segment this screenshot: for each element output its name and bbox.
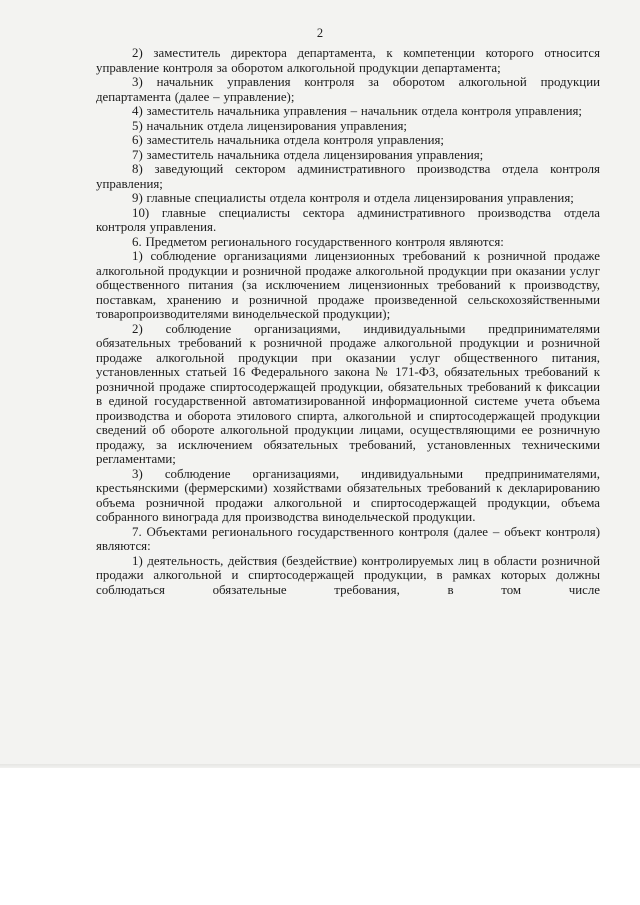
paragraph-subject-item-3: 3) соблюдение организациями, индивидуальными предпринимателями, крестьянскими (фермерскими) хозяйствами обязательных требований к декларированию объема розничной продажи алкогольной и спиртосодержащей продукции, объема собранного винограда для производства винодельческой продукции. xyxy=(96,466,600,524)
paragraph-subject-item-1: 1) соблюдение организациями лицензионных требований к розничной продаже алкогольной продукции и розничной продаже алкогольной продукции при оказании услуг общественного питания (за исключением лицензионных требований к производству, поставкам, хранению и розничной продаже произведенной сельскохозяйственными товаропроизводителями винодельческой продукции); xyxy=(96,249,600,321)
paragraph-deputy-director: 2) заместитель директора департамента, к компетенции которого относится управление контроля за оборотом алкогольной продукции департамента; xyxy=(96,46,600,75)
paragraph-admin-sector-head: 8) заведующий сектором административного производства отдела контроля управления; xyxy=(96,162,600,191)
paragraph-head-licensing: 5) начальник отдела лицензирования управления; xyxy=(132,118,407,133)
paragraph-subject-of-control: 6. Предметом регионального государственного контроля являются: xyxy=(132,234,504,249)
scan-bottom-edge xyxy=(0,764,640,768)
paragraph-deputy-head-control-dept: 6) заместитель начальника отдела контроля управления; xyxy=(132,133,444,147)
paragraph-chief-specialists-control: 9) главные специалисты отдела контроля и отдела лицензирования управления; xyxy=(132,191,574,205)
document-body xyxy=(96,46,600,597)
page-number: 2 xyxy=(316,26,324,40)
paragraph-deputy-head-control: 4) заместитель начальника управления – начальник отдела контроля управления; xyxy=(132,104,583,118)
paragraph-head-of-department: 3) начальник управления контроля за оборотом алкогольной продукции департамента (далее – управление); xyxy=(96,75,600,104)
paragraph-chief-specialists-admin: 10) главные специалисты сектора административного производства отдела контроля управления. xyxy=(96,205,600,234)
paragraph-objects-of-control: 7. Объектами регионального государственного контроля (далее – объект контроля) являются: xyxy=(96,524,600,553)
paragraph-object-item-1: 1) деятельность, действия (бездействие) контролируемых лиц в области розничной продажи алкогольной и спиртосодержащей продукции, в рамках которых должны соблюдаться обязательные требования, в том числе xyxy=(96,553,600,597)
paragraph-subject-item-2: 2) соблюдение организациями, индивидуальными предпринимателями обязательных требований к розничной продаже алкогольной продукции и розничной продаже алкогольной продукции при оказании услуг общественного питания, установленных статьей 16 Федерального закона № 171-ФЗ, обязательных требований к розничной продаже спиртосодержащей продукции, обязательных требований к фиксации в единой государственной автоматизированной информационной системе учета объема производства и оборота этилового спирта, алкогольной и спиртосодержащей продукции сведений об обороте алкогольной продукции лицами, осуществляющими ее розничную продажу, за исключением обязательных требований, установленных техническими регламентами; xyxy=(96,321,600,466)
paragraph-deputy-head-licensing: 7) заместитель начальника отдела лицензирования управления; xyxy=(132,147,484,162)
